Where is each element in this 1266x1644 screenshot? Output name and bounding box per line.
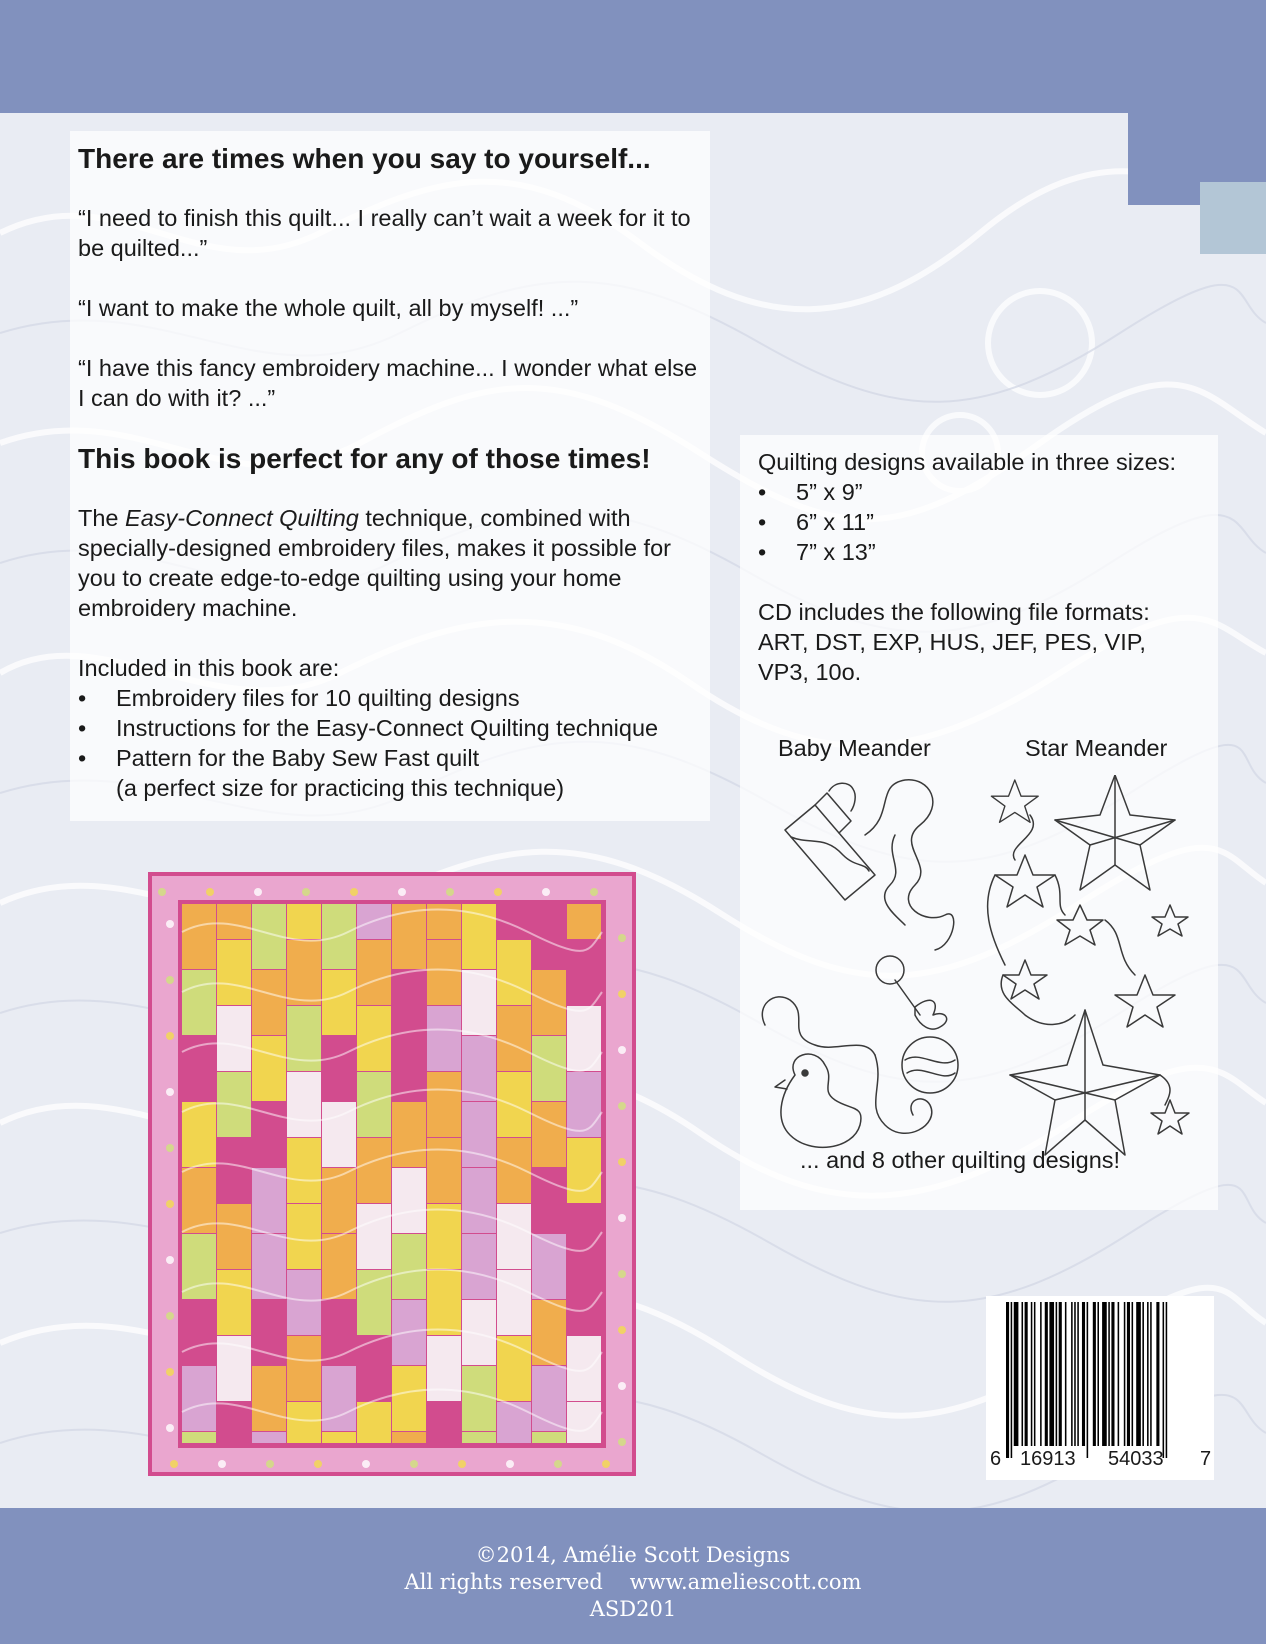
included-list — [78, 683, 708, 803]
barcode-bar — [1040, 1302, 1042, 1446]
more-designs-note: ... and 8 other quilting designs! — [800, 1147, 1121, 1173]
quilt-block — [532, 1036, 566, 1101]
barcode-bar — [1087, 1302, 1089, 1458]
barcode-bar — [1082, 1302, 1085, 1446]
barcode-digit-first: 6 — [990, 1448, 1002, 1470]
quote-finish-quilt: “I need to finish this quilt... I really can’t wait a week for it to be quilted...” — [78, 205, 691, 261]
quilt-block — [392, 1168, 426, 1233]
barcode-bar — [1077, 1302, 1079, 1446]
star — [1057, 905, 1103, 945]
border-motif — [618, 934, 626, 942]
barcode-bar — [1108, 1302, 1110, 1446]
barcode-bar — [1045, 1302, 1048, 1446]
quilt-block — [427, 940, 461, 1005]
quilt-block — [392, 1234, 426, 1299]
quilt-block — [497, 1204, 531, 1269]
ball — [902, 1037, 958, 1093]
right-text-panel — [740, 435, 1218, 1210]
included-title: Included in this book are: — [78, 655, 340, 681]
star — [995, 855, 1055, 907]
barcode-bar — [1022, 1302, 1024, 1446]
border-motif — [542, 888, 550, 896]
border-motif — [166, 1032, 174, 1040]
quilt-block — [287, 1402, 321, 1443]
quilt-block — [252, 1168, 286, 1233]
quilt-block — [322, 1432, 356, 1443]
quilt-block — [322, 1102, 356, 1167]
barcode — [986, 1296, 1214, 1480]
barcode-bar — [1071, 1302, 1073, 1446]
sizes-title: Quilting designs available in three sizes: — [758, 449, 1177, 475]
quilt-block — [392, 970, 426, 1035]
quilt-block — [217, 1006, 251, 1071]
quilt-block — [252, 1300, 286, 1365]
quilt-block — [357, 1138, 391, 1203]
copyright-line: ©2014, Amélie Scott Designs — [475, 1543, 791, 1567]
border-motif — [398, 888, 406, 896]
quilt-block — [497, 1270, 531, 1335]
border-motif — [166, 1088, 174, 1096]
border-motif — [458, 1460, 466, 1468]
barcode-bar — [1111, 1302, 1114, 1446]
quilt-block — [567, 1204, 601, 1269]
quilt-block — [392, 1366, 426, 1431]
quilt-block — [532, 1300, 566, 1365]
quilt-block — [357, 1006, 391, 1071]
left-text-panel — [70, 131, 710, 821]
quilt-block — [287, 1204, 321, 1269]
quilt-block — [567, 904, 601, 939]
quilt-block — [392, 1432, 426, 1443]
barcode-bar — [1102, 1302, 1107, 1446]
quilt-block — [427, 1402, 461, 1443]
barcode-group-right: 54033 — [1108, 1448, 1164, 1470]
quilt-block — [182, 904, 216, 969]
star-meander-label: Star Meander — [1025, 735, 1168, 761]
footer-band — [0, 1508, 1266, 1644]
quilt-block — [567, 1072, 601, 1137]
quilt-block — [322, 1366, 356, 1431]
quilt-block — [287, 1072, 321, 1137]
border-motif — [618, 1270, 626, 1278]
quilt-block — [532, 1102, 566, 1167]
barcode-bar — [1031, 1302, 1033, 1446]
quilt-block — [182, 1102, 216, 1167]
barcode-bar — [1011, 1302, 1013, 1458]
top-color-band — [0, 0, 1266, 113]
barcode-bar — [1150, 1302, 1152, 1446]
barcode-bar — [1059, 1302, 1062, 1446]
quilt-block — [217, 1138, 251, 1203]
border-motif — [206, 888, 214, 896]
quilt-block — [322, 1036, 356, 1101]
quote-make-myself: “I want to make the whole quilt, all by myself! ...” — [78, 295, 579, 321]
border-motif — [618, 1382, 626, 1390]
product-code: ASD201 — [589, 1597, 677, 1621]
barcode-bar — [1142, 1302, 1144, 1446]
border-motif — [618, 1214, 626, 1222]
border-motif — [590, 888, 598, 896]
quilt-photo — [148, 872, 636, 1476]
barcode-bar — [1049, 1302, 1054, 1446]
quilt-block — [287, 1270, 321, 1335]
quilt-block — [427, 1006, 461, 1071]
border-motif — [362, 1460, 370, 1468]
quilt-block — [287, 904, 321, 939]
border-motif — [254, 888, 262, 896]
rattle-ring — [876, 956, 904, 984]
formats-list: ART, DST, EXP, HUS, JEF, PES, VIP, VP3, 10o. — [758, 629, 1146, 685]
quilt-block — [462, 1168, 496, 1233]
list-item: • 7” x 13” — [758, 537, 1058, 567]
list-item: • Pattern for the Baby Sew Fast quilt (a perfect size for practicing this technique) — [78, 743, 708, 803]
quilt-block — [532, 1432, 566, 1443]
border-motif — [446, 888, 454, 896]
quilt-block — [217, 940, 251, 1005]
border-motif — [218, 1460, 226, 1468]
border-motif — [602, 1460, 610, 1468]
border-motif — [506, 1460, 514, 1468]
list-item: • 6” x 11” — [758, 507, 1058, 537]
border-motif — [350, 888, 358, 896]
corner-accent-block — [1200, 182, 1266, 254]
barcode-bar — [1163, 1302, 1165, 1458]
border-motif — [166, 976, 174, 984]
border-motif — [166, 1368, 174, 1376]
quote-embroidery-machine: “I have this fancy embroidery machine... I wonder what else I can do with it? ...” — [78, 355, 698, 411]
quilt-block — [357, 1204, 391, 1269]
barcode-bar — [1124, 1302, 1126, 1446]
list-item: • 5” x 9” — [758, 477, 1058, 507]
star — [1152, 905, 1188, 936]
quilt-block — [392, 1102, 426, 1167]
border-motif — [618, 1046, 626, 1054]
star — [1003, 960, 1047, 999]
baby-meander-label: Baby Meander — [778, 735, 931, 761]
quilt-block — [182, 1366, 216, 1431]
quilt-block — [252, 970, 286, 1035]
quilt-block — [252, 1432, 286, 1443]
quilt-block — [322, 1234, 356, 1299]
quilt-block — [182, 1300, 216, 1365]
star — [1151, 1100, 1189, 1134]
border-motif — [166, 1200, 174, 1208]
border-motif — [302, 888, 310, 896]
border-motif — [618, 1326, 626, 1334]
quilt-block — [497, 1006, 531, 1071]
duck — [781, 1054, 861, 1147]
barcode-group-left: 16913 — [1020, 1448, 1076, 1470]
quilt-block — [497, 940, 531, 1005]
barcode-bar — [1147, 1302, 1149, 1446]
quilt-block — [217, 1270, 251, 1335]
border-motif — [170, 1460, 178, 1468]
border-motif — [554, 1460, 562, 1468]
list-item-subnote: (a perfect size for practicing this technique) — [116, 775, 565, 801]
barcode-bar — [1065, 1302, 1067, 1446]
quilt-block — [322, 970, 356, 1035]
heading-perfect-book: This book is perfect for any of those times! — [78, 443, 651, 474]
barcode-bar — [1074, 1302, 1076, 1446]
quilt-block — [357, 940, 391, 1005]
border-motif — [410, 1460, 418, 1468]
rights-website-line: All rights reserved www.ameliescott.com — [404, 1570, 862, 1594]
barcode-bar — [1127, 1302, 1130, 1446]
quilt-block — [462, 1432, 496, 1443]
quilt-block — [427, 1072, 461, 1137]
heading-times: There are times when you say to yourself... — [78, 143, 651, 174]
quilt-block — [357, 1270, 391, 1335]
quilt-block — [217, 904, 251, 939]
barcode-bar — [1118, 1302, 1120, 1446]
quilt-block — [462, 1234, 496, 1299]
border-motif — [618, 990, 626, 998]
star — [1115, 975, 1175, 1027]
quilt-block — [252, 1102, 286, 1167]
sizes-list — [758, 477, 1058, 567]
quilt-block — [252, 1366, 286, 1431]
formats-title: CD includes the following file formats: — [758, 599, 1150, 625]
quilt-block — [287, 1336, 321, 1401]
barcode-bar — [1166, 1302, 1168, 1458]
border-motif — [166, 920, 174, 928]
quilt-block — [462, 1366, 496, 1431]
barcode-digit-last: 7 — [1200, 1448, 1212, 1470]
quilt-block — [497, 1402, 531, 1443]
border-motif — [166, 1312, 174, 1320]
star-meander-drawing — [985, 775, 1195, 1165]
barcode-bar — [1136, 1302, 1141, 1446]
quilt-block — [427, 1204, 461, 1269]
border-motif — [166, 1256, 174, 1264]
barcode-bar — [1014, 1302, 1019, 1446]
border-motif — [314, 1460, 322, 1468]
list-item: • Instructions for the Easy-Connect Quilting technique — [78, 713, 708, 743]
border-motif — [618, 1438, 626, 1446]
quilt-block — [357, 1402, 391, 1443]
quilt-block — [567, 1336, 601, 1401]
barcode-bar — [1025, 1302, 1028, 1446]
barcode-bar — [1156, 1302, 1159, 1446]
quilt-block — [182, 970, 216, 1035]
quilt-block — [252, 1036, 286, 1101]
barcode-bar — [1093, 1302, 1096, 1446]
barcode-bar — [1132, 1302, 1134, 1446]
technique-name: Easy-Connect Quilting — [125, 505, 359, 531]
bottle-body — [785, 805, 875, 900]
border-motif — [158, 888, 166, 896]
quilt-block — [532, 1168, 566, 1233]
quilt-block — [217, 1204, 251, 1269]
quilt-block — [287, 1138, 321, 1203]
border-motif — [494, 888, 502, 896]
quilt-block — [182, 1432, 216, 1443]
quilt-block — [322, 1168, 356, 1233]
quilt-block — [427, 1270, 461, 1335]
barcode-bar — [1006, 1302, 1009, 1458]
list-item: • Embroidery files for 10 quilting designs — [78, 683, 708, 713]
border-motif — [166, 1144, 174, 1152]
border-motif — [618, 1158, 626, 1166]
quilt-block — [532, 1234, 566, 1299]
border-motif — [618, 1102, 626, 1110]
border-motif — [266, 1460, 274, 1468]
quilt-block — [427, 1138, 461, 1203]
quilt-block — [462, 970, 496, 1035]
intro-paragraph: The Easy-Connect Quilting technique, combined with specially-designed embroidery files, makes it possible for you to create edge-to-edge quilting using your home embroidery machine. — [78, 505, 671, 621]
quilt-block — [567, 1138, 601, 1203]
border-motif — [166, 1424, 174, 1432]
barcode-bar — [1097, 1302, 1099, 1446]
baby-meander-drawing — [755, 775, 965, 1165]
quilt-block — [287, 940, 321, 1005]
barcode-bar — [1056, 1302, 1058, 1446]
barcode-bar — [1034, 1302, 1036, 1446]
